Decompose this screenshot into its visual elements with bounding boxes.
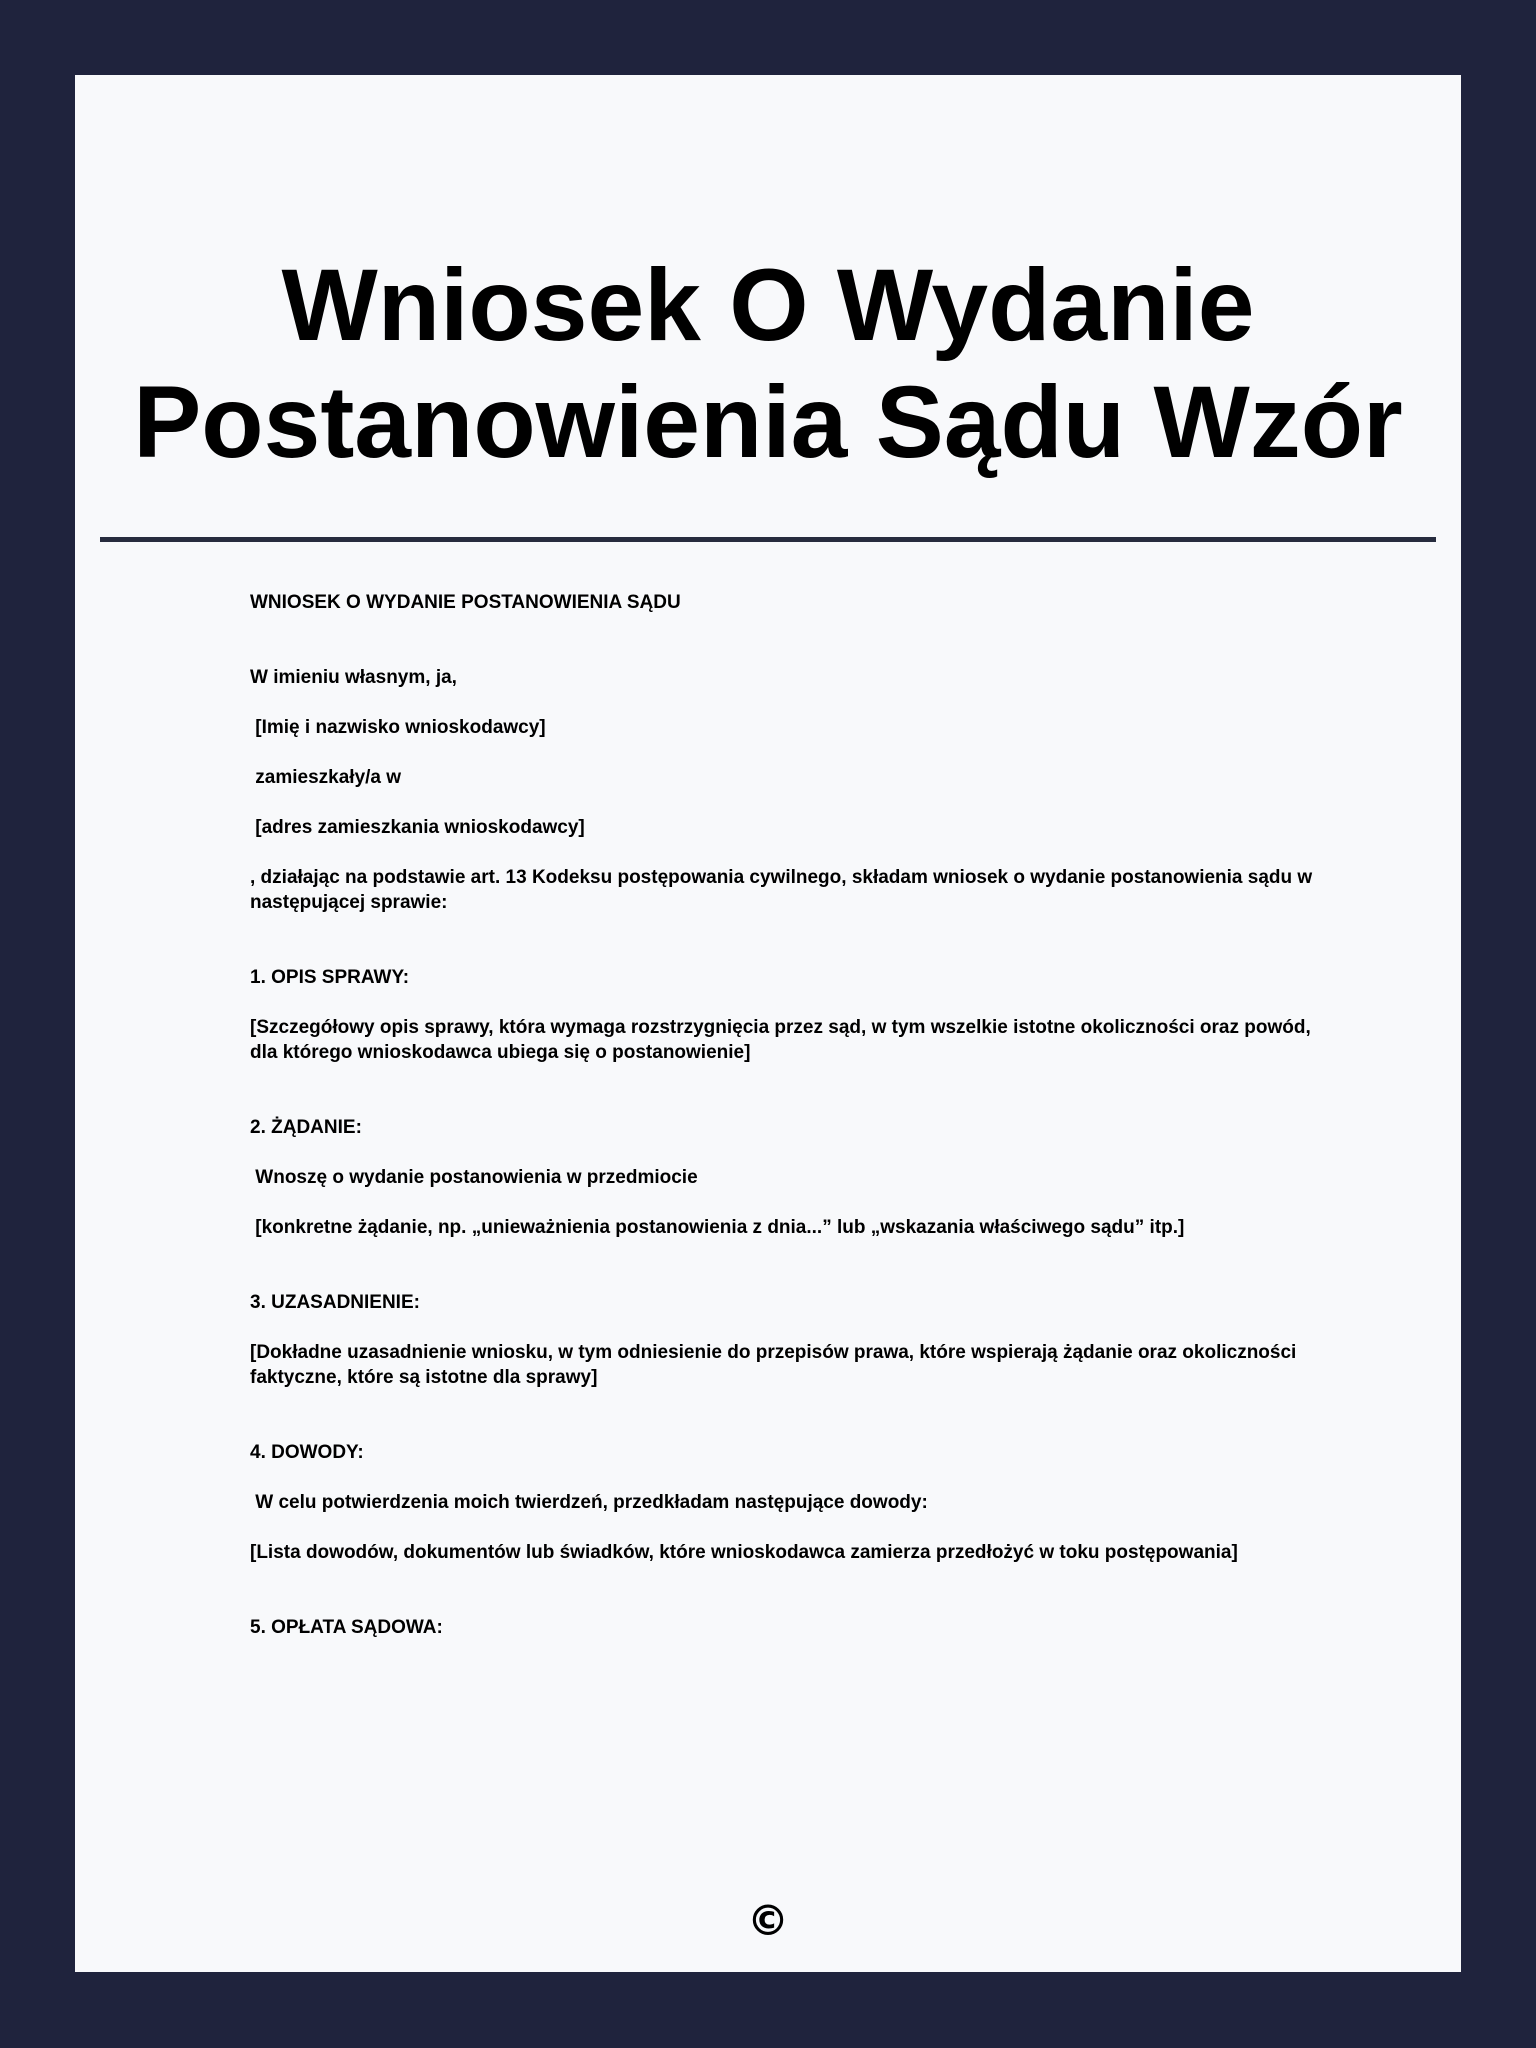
applicant-address-placeholder: [adres zamieszkania wnioskodawcy] — [250, 817, 585, 838]
section-heading-demand: 2. ŻĄDANIE: — [250, 1117, 362, 1138]
document-page — [75, 75, 1461, 1972]
title-divider — [100, 537, 1436, 542]
copyright-icon: © — [747, 1896, 789, 1945]
evidence-placeholder: [Lista dowodów, dokumentów lub świadków, które wnioskodawca zamierza przedłożyć w toku postępowania] — [250, 1542, 1238, 1563]
case-description-placeholder: [Szczegółowy opis sprawy, która wymaga rozstrzygnięcia przez sąd, w tym wszelkie istotne okoliczności oraz powód, dla którego wnioskodawca ubiega się o postanowienie] — [250, 1017, 1317, 1063]
document-heading: WNIOSEK O WYDANIE POSTANOWIENIA SĄDU — [250, 592, 681, 613]
section-heading-justification: 3. UZASADNIENIE: — [250, 1292, 420, 1313]
residence-line: zamieszkały/a w — [250, 767, 402, 788]
section-heading-evidence: 4. DOWODY: — [250, 1442, 364, 1463]
section-heading-case-description: 1. OPIS SPRAWY: — [250, 967, 410, 988]
section-heading-court-fee: 5. OPŁATA SĄDOWA: — [250, 1617, 443, 1638]
justification-placeholder: [Dokładne uzasadnienie wniosku, w tym odniesienie do przepisów prawa, które wspierają żądanie oraz okoliczności faktyczne, które są istotne dla sprawy] — [250, 1342, 1302, 1388]
intro-line: W imieniu własnym, ja, — [250, 667, 457, 688]
evidence-intro: W celu potwierdzenia moich twierdzeń, przedkładam następujące dowody: — [250, 1492, 928, 1513]
legal-basis-paragraph: , działając na podstawie art. 13 Kodeksu postępowania cywilnego, składam wniosek o wydanie postanowienia sądu w następującej sprawie: — [250, 867, 1318, 913]
applicant-name-placeholder: [Imię i nazwisko wnioskodawcy] — [250, 717, 546, 738]
page-title: Wniosek O Wydanie Postanowienia Sądu Wzór — [133, 248, 1403, 479]
demand-placeholder: [konkretne żądanie, np. „unieważnienia postanowienia z dnia...” lub „wskazania właściwego sądu” itp.] — [250, 1217, 1185, 1238]
demand-intro: Wnoszę o wydanie postanowienia w przedmiocie — [250, 1167, 698, 1188]
document-body — [250, 590, 1340, 1665]
